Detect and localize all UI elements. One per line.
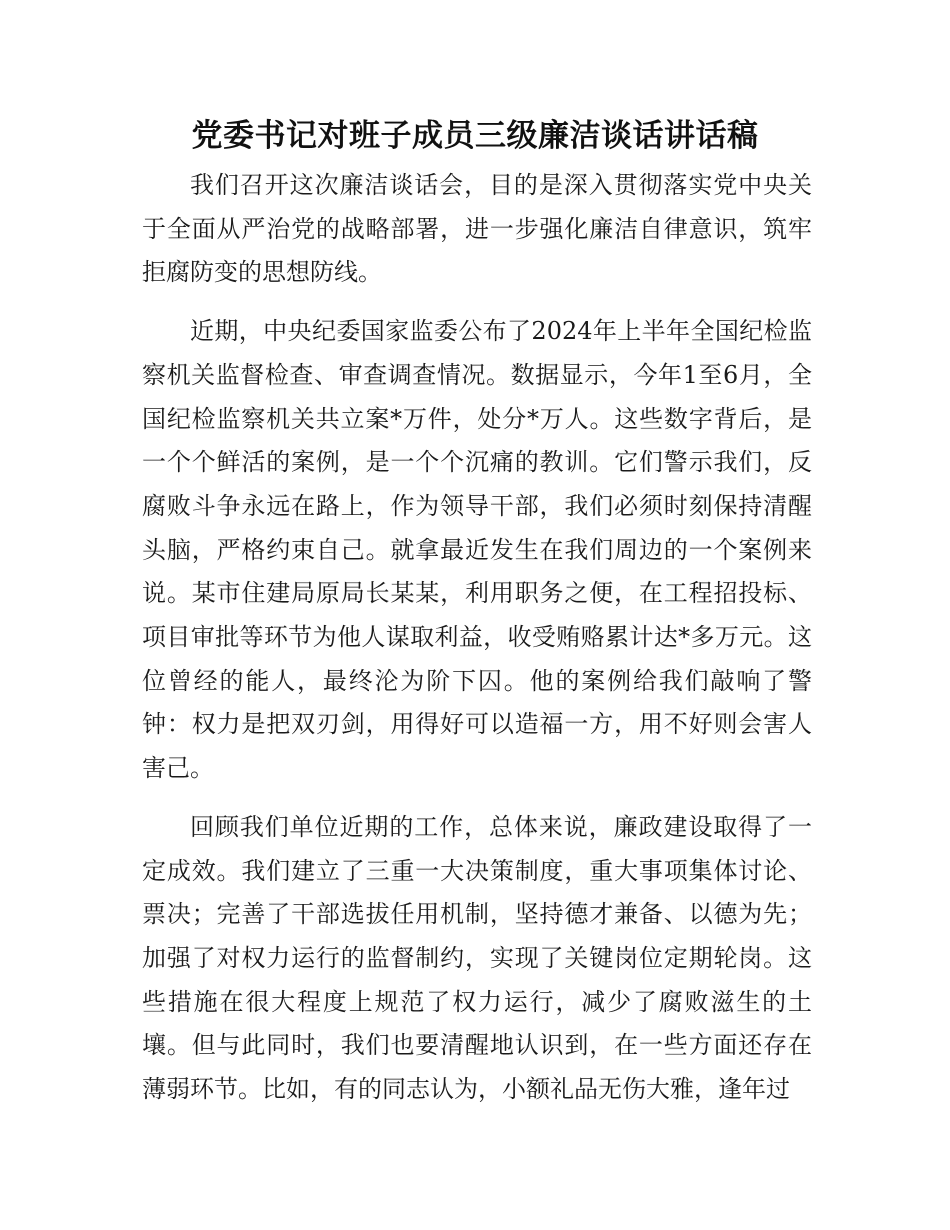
- document-title: 党委书记对班子成员三级廉洁谈话讲话稿: [191, 118, 759, 154]
- paragraph-2: 近期，中央纪委国家监委公布了2024年上半年全国纪检监察机关监督检查、审查调查情况。数据显示，今年1至6月，全国纪检监察机关共立案*万件，处分*万人。这些数字背后，是一个个鲜活的案例，是一个个沉痛的教训。它们警示我们，反腐败斗争永远在路上，作为领导干部，我们必须时刻保持清醒头脑，严格约束自己。就拿最近发生在我们周边的一个案例来说。某市住建局原局长某某，利用职务之便，在工程招投标、项目审批等环节为他人谋取利益，收受贿赂累计达*多万元。这位曾经的能人，最终沦为阶下囚。他的案例给我们敲响了警钟：权力是把双刃剑，用得好可以造福一方，用不好则会害人害己。: [142, 317, 812, 783]
- paragraph-1: 我们召开这次廉洁谈话会，目的是深入贯彻落实党中央关于全面从严治党的战略部署，进一步强化廉洁自律意识，筑牢拒腐防变的思想防线。: [142, 171, 812, 287]
- document-body: [142, 164, 812, 1127]
- paragraph-3: 回顾我们单位近期的工作，总体来说，廉政建设取得了一定成效。我们建立了三重一大决策制度，重大事项集体讨论、票决；完善了干部选拔任用机制，坚持德才兼备、以德为先；加强了对权力运行的监督制约，实现了关键岗位定期轮岗。这些措施在很大程度上规范了权力运行，减少了腐败滋生的土壤。但与此同时，我们也要清醒地认识到，在一些方面还存在薄弱环节。比如，有的同志认为，小额礼品无伤大雅，逢年过: [142, 812, 812, 1104]
